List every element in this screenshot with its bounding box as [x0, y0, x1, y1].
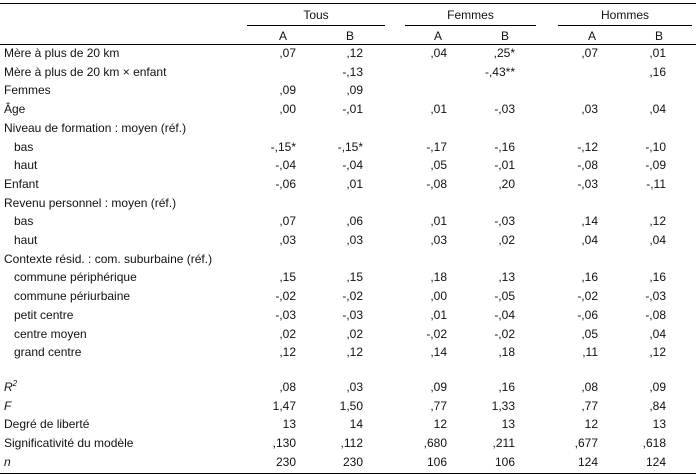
coefficient-cell: -,02: [426, 326, 447, 341]
stat-value-cell: 106: [494, 454, 515, 469]
coefficient-cell: ,14: [581, 214, 598, 229]
stat-label-text: Significativité du modèle: [4, 436, 134, 451]
row-label: Mère à plus de 20 km × enfant: [4, 64, 167, 79]
stat-value-cell: 13: [282, 417, 296, 432]
coefficient-cell: -,12: [577, 139, 598, 154]
group-rule-tous: [247, 25, 385, 26]
table-row: [0, 82, 696, 100]
subheader-tous-b: B: [345, 29, 354, 43]
stat-value-cell: ,130: [272, 436, 296, 451]
row-label: bas: [14, 139, 34, 154]
coefficient-cell: ,12: [649, 214, 666, 229]
coefficient-cell: ,13: [498, 270, 515, 285]
row-label: Contexte résid. : com. suburbaine (réf.): [4, 251, 213, 266]
stat-value-cell: ,680: [423, 436, 447, 451]
group-header-femmes: Femmes: [447, 8, 494, 22]
coefficient-cell: ,01: [346, 176, 363, 191]
coefficient-cell: ,03: [279, 233, 296, 247]
stat-value-cell: ,08: [279, 380, 296, 394]
stat-value-cell: 13: [652, 417, 666, 432]
stat-row: [0, 435, 696, 453]
coefficient-cell: ,03: [346, 233, 363, 247]
stat-value-cell: 1,50: [339, 398, 363, 413]
coefficient-cell: ,12: [649, 345, 666, 360]
table-row: [0, 45, 696, 63]
coefficient-cell: ,12: [346, 345, 363, 360]
coefficient-cell: -,17: [426, 139, 447, 154]
row-label: petit centre: [14, 307, 74, 322]
stat-value-cell: ,84: [649, 398, 666, 413]
coefficient-cell: -,01: [494, 158, 515, 173]
coefficient-cell: ,14: [430, 345, 447, 360]
stat-label-superscript: 2: [12, 379, 18, 388]
group-rule-hommes: [558, 25, 692, 26]
row-label: Niveau de formation : moyen (réf.): [4, 120, 187, 135]
row-label: Femmes: [4, 83, 51, 98]
table-bottom-rule: [0, 473, 696, 474]
coefficient-cell: -,02: [494, 326, 515, 341]
coefficient-cell: ,07: [279, 46, 296, 60]
stat-value-cell: 106: [426, 454, 447, 469]
row-label: commune périphérique: [14, 270, 137, 285]
coefficient-cell: -,43**: [484, 64, 515, 79]
coefficient-cell: -,04: [342, 158, 363, 173]
table-row: [0, 344, 696, 362]
coefficient-cell: ,25*: [493, 46, 515, 60]
table-row: [0, 251, 696, 269]
coefficient-cell: -,13: [342, 64, 363, 79]
coefficient-cell: ,00: [279, 102, 296, 117]
stat-label: [4, 399, 11, 413]
stat-value-cell: ,211: [492, 436, 515, 451]
subheader-hommes-a: A: [587, 29, 596, 43]
coefficient-cell: ,11: [582, 345, 598, 360]
stat-value-cell: 230: [275, 454, 296, 469]
stat-value-cell: ,09: [430, 380, 447, 394]
coefficient-cell: ,20: [498, 176, 515, 191]
stat-label-text: F: [4, 398, 12, 413]
stat-value-cell: ,77: [581, 398, 598, 413]
coefficient-cell: -,08: [645, 307, 666, 322]
stat-value-cell: ,08: [581, 380, 598, 394]
coefficient-cell: -,06: [577, 307, 598, 322]
coefficient-cell: ,07: [581, 46, 598, 60]
stat-label-text: Degré de liberté: [4, 417, 90, 432]
coefficient-cell: ,00: [430, 289, 447, 304]
stat-value-cell: 14: [349, 417, 363, 432]
coefficient-cell: ,16: [649, 64, 666, 79]
row-label: Revenu personnel : moyen (réf.): [4, 195, 177, 210]
subheader-femmes-b: B: [500, 29, 509, 43]
coefficient-cell: ,02: [279, 326, 296, 341]
stat-value-cell: ,03: [346, 380, 363, 394]
coefficient-cell: ,05: [430, 158, 447, 173]
row-label: Enfant: [4, 176, 39, 191]
row-label: commune périurbaine: [14, 289, 131, 304]
coefficient-cell: -,09: [645, 158, 666, 173]
coefficient-cell: -,10: [645, 139, 666, 154]
coefficient-cell: -,03: [494, 102, 515, 117]
coefficient-cell: ,18: [498, 345, 515, 360]
coefficient-cell: ,03: [581, 102, 598, 117]
coefficient-cell: ,15: [279, 270, 296, 285]
stat-value-cell: ,77: [430, 398, 447, 413]
coefficient-cell: -,03: [494, 214, 515, 229]
stat-value-cell: 12: [433, 417, 447, 432]
stat-value-cell: 13: [501, 417, 515, 432]
table-row: [0, 64, 696, 82]
stat-row: [0, 416, 696, 434]
coefficient-cell: ,01: [430, 214, 447, 229]
coefficient-cell: -,05: [494, 289, 515, 304]
subheader-femmes-a: A: [433, 29, 442, 43]
group-header-tous: Tous: [303, 8, 329, 22]
table-row: [0, 232, 696, 250]
coefficient-cell: ,12: [279, 345, 296, 360]
stat-row: [0, 398, 696, 416]
stat-value-cell: 230: [342, 454, 363, 469]
stat-value-cell: ,09: [649, 380, 666, 394]
coefficient-cell: ,07: [279, 214, 296, 229]
coefficient-cell: ,09: [346, 83, 363, 98]
coefficient-cell: -,02: [275, 289, 296, 304]
coefficient-cell: -,06: [275, 176, 296, 191]
table-row: [0, 288, 696, 306]
table-row: [0, 139, 696, 157]
coefficient-cell: ,18: [430, 270, 447, 285]
coefficient-cell: ,01: [430, 307, 447, 322]
stat-value-cell: 124: [645, 454, 666, 469]
top-rule: [0, 3, 696, 4]
group-rule-femmes: [405, 25, 536, 26]
stat-value-cell: 1,33: [491, 398, 515, 413]
row-label: haut: [14, 158, 38, 173]
stat-value-cell: ,112: [340, 436, 363, 451]
stat-label-text: n: [4, 454, 11, 469]
coefficient-cell: ,09: [279, 83, 296, 98]
stat-value-cell: ,618: [642, 436, 666, 451]
coefficient-cell: -,08: [577, 158, 598, 173]
table-row: [0, 176, 696, 194]
row-label: bas: [14, 214, 34, 229]
stat-value-cell: ,16: [498, 380, 515, 394]
coefficient-cell: -,03: [342, 307, 363, 322]
row-label: centre moyen: [14, 326, 87, 341]
coefficient-cell: -,03: [645, 289, 666, 304]
coefficient-cell: -,02: [342, 289, 363, 304]
group-header-hommes: Hommes: [600, 8, 649, 22]
stat-value-cell: 1,47: [272, 398, 296, 413]
coefficient-cell: ,02: [498, 233, 515, 247]
coefficient-cell: -,11: [646, 176, 666, 191]
coefficient-cell: ,12: [346, 46, 363, 60]
stat-label: [4, 380, 17, 394]
coefficient-cell: ,04: [649, 102, 666, 117]
coefficient-cell: -,04: [275, 158, 296, 173]
table-row: [0, 213, 696, 231]
table-row: [0, 157, 696, 175]
row-label: Âge: [4, 102, 26, 117]
stat-row: [0, 454, 696, 472]
coefficient-cell: ,04: [430, 46, 447, 60]
table-row: [0, 195, 696, 213]
coefficient-cell: ,04: [581, 233, 598, 247]
coefficient-cell: ,05: [581, 326, 598, 341]
table-row: [0, 101, 696, 119]
stat-value-cell: ,677: [574, 436, 598, 451]
coefficient-cell: ,01: [430, 102, 447, 117]
coefficient-cell: -,02: [577, 289, 598, 304]
table-row: [0, 120, 696, 138]
coefficient-cell: ,06: [346, 214, 363, 229]
row-label: grand centre: [14, 345, 82, 360]
stat-label-text: R: [4, 380, 13, 394]
coefficient-cell: ,03: [430, 233, 447, 247]
coefficient-cell: ,15: [346, 270, 363, 285]
coefficient-cell: -,15*: [337, 139, 363, 154]
coefficient-cell: ,16: [649, 270, 666, 285]
coefficient-cell: ,02: [346, 326, 363, 341]
stat-value-cell: 12: [584, 417, 598, 432]
coefficient-cell: -,15*: [270, 139, 296, 154]
row-label: Mère à plus de 20 km: [4, 46, 120, 60]
table-row: [0, 326, 696, 344]
coefficient-cell: ,16: [581, 270, 598, 285]
stat-value-cell: 124: [577, 454, 598, 469]
coefficient-cell: -,04: [494, 307, 515, 322]
stat-label: [4, 417, 89, 431]
table-row: [0, 307, 696, 325]
coefficient-cell: -,08: [426, 176, 447, 191]
coefficient-cell: -,16: [494, 139, 515, 154]
coefficient-cell: ,04: [649, 233, 666, 247]
stat-label: [4, 436, 133, 450]
coefficient-cell: ,04: [649, 326, 666, 341]
table-row: [0, 269, 696, 287]
coefficient-cell: -,03: [275, 307, 296, 322]
subheader-hommes-b: B: [654, 29, 663, 43]
coefficient-cell: -,01: [342, 102, 363, 117]
row-label: haut: [14, 233, 38, 247]
coefficient-cell: ,01: [649, 46, 666, 60]
subheader-tous-a: A: [278, 29, 287, 43]
stat-row: [0, 379, 696, 397]
stat-label: [4, 455, 11, 469]
coefficient-cell: -,03: [577, 176, 598, 191]
